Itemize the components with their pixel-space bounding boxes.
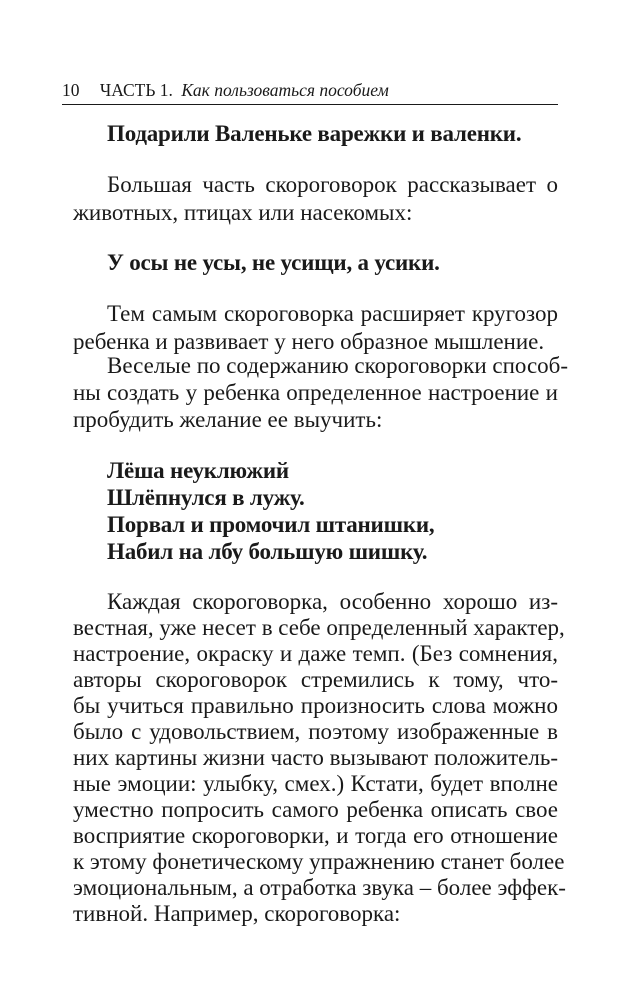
- paragraph-line: авторы скороговорок стремились к тому, что-: [73, 667, 558, 692]
- paragraph-line: восприятие скороговорки, и тогда его отношение: [73, 823, 558, 848]
- paragraph-line: бы учиться правильно произносить слова можно: [73, 693, 558, 718]
- part-label: ЧАСТЬ 1.: [99, 80, 173, 100]
- poem-line: Шлёпнулся в лужу.: [107, 485, 305, 510]
- paragraph-line: вестная, уже несет в себе определенный характер,: [73, 615, 565, 640]
- paragraph-line: уместно попросить самого ребенка описать свое: [73, 797, 558, 822]
- paragraph-line: к этому фонетическому упражнению станет более: [73, 849, 565, 874]
- running-header: [62, 76, 558, 105]
- paragraph-line: ны создать у ребенка определенное настроение и: [73, 380, 558, 405]
- paragraph-line: настроение, окраску и даже темп. (Без сомнения,: [73, 641, 558, 666]
- paragraph-line: Большая часть скороговорок рассказывает о: [107, 172, 558, 197]
- tongue-twister-example: У осы не усы, не усищи, а усики.: [107, 250, 440, 275]
- paragraph-line: пробудить желание ее выучить:: [73, 407, 383, 432]
- page-number: 10: [62, 80, 80, 100]
- paragraph-line: Тем самым скороговорка расширяет кругозор: [107, 301, 558, 326]
- paragraph-line: ные эмоции: улыбку, смех.) Кстати, будет вполне: [73, 771, 558, 796]
- paragraph-line: них картины жизни часто вызывают положитель-: [73, 745, 558, 770]
- paragraph-line: эмоциональным, а отработка звука – более эффек-: [73, 875, 566, 900]
- paragraph-line: тивной. Например, скороговорка:: [73, 901, 401, 926]
- paragraph-line: Каждая скороговорка, особенно хорошо из-: [107, 589, 558, 614]
- chapter-title: Как пользоваться пособием: [181, 80, 389, 100]
- paragraph-line: было с удовольствием, поэтому изображенные в: [73, 719, 558, 744]
- paragraph-line: животных, птицах или насекомых:: [73, 200, 413, 225]
- poem-line: Порвал и промочил штанишки,: [107, 512, 435, 537]
- tongue-twister-example: Подарили Валеньке варежки и валенки.: [107, 121, 522, 146]
- poem-line: Набил на лбу большую шишку.: [107, 539, 428, 564]
- paragraph-line: Веселые по содержанию скороговорки способ-: [107, 353, 569, 378]
- paragraph-line: ребенка и развивает у него образное мышление.: [73, 329, 545, 354]
- poem-line: Лёша неуклюжий: [107, 458, 289, 483]
